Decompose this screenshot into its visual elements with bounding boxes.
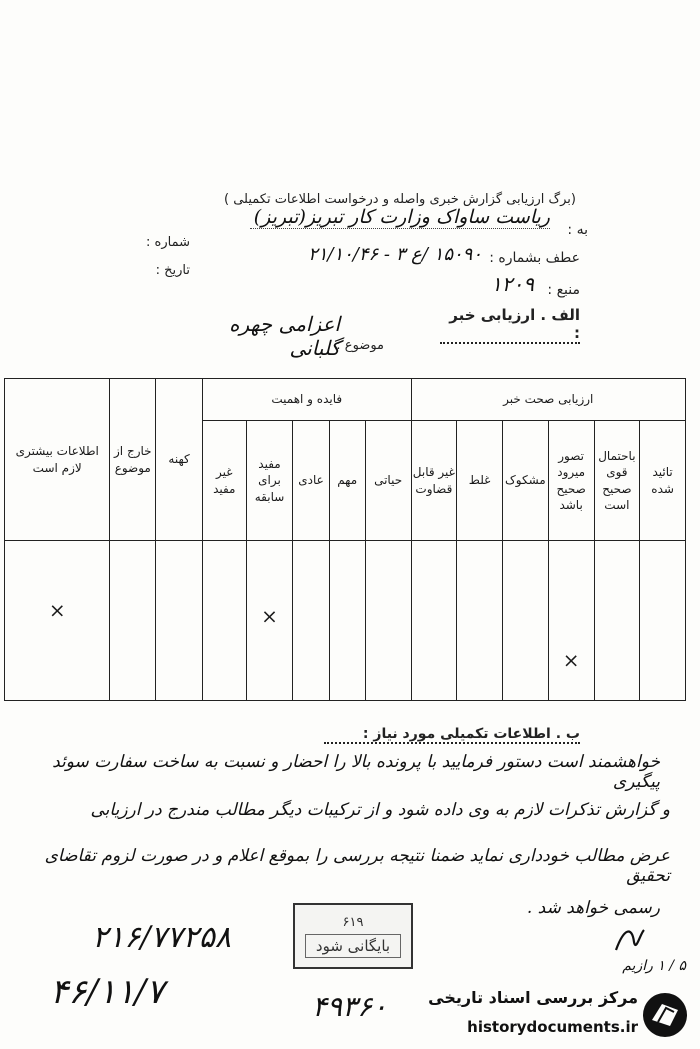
col-normal: عادی [293,421,329,541]
subject-label: موضوع : [336,338,384,353]
cell-confirmed [640,541,686,701]
section-b-title: ب . اطلاعات تکمیلی مورد نیاز : [324,726,580,744]
col-useful-for-record: مفید برای سابقه [246,421,293,541]
col-important: مهم [329,421,365,541]
benefit-group-header: فایده و اهمیت [202,379,411,421]
cell-more-info [5,541,110,701]
ref-value: ۱۵۰۹۰ /ع ۳ - ۲۱/۱۰/۴۶ [308,244,482,265]
source-value: ۱۲۰۹ [491,272,534,296]
cell-likely-true [548,541,594,701]
logo-org-name: مرکز بررسی اسناد تاریخی [428,988,638,1007]
col-vital: حیاتی [365,421,411,541]
date-label: تاریخ : [155,263,190,278]
number-label: شماره : [146,235,190,250]
col-not-judgeable: غیر قابل قضاوت [411,421,457,541]
accuracy-group-header: ارزیابی صحت خبر [411,379,686,421]
mark-more-info: × [48,598,66,622]
cell-normal [293,541,329,701]
handwritten-line-1: خواهشمند است دستور فرمایید با پرونده بالا را احضار و نسبت به ساخت سفارت سوئد پیگیری [52,752,660,793]
col-not-useful: غیر مفید [202,421,246,541]
col-doubtful: مشکوک [503,421,549,541]
archive-stamp [293,903,413,969]
source-label: منبع : [547,282,580,298]
col-more-info: اطلاعات بیشتری لازم است [5,379,110,541]
cell-not-judgeable [411,541,457,701]
cell-vital [365,541,411,701]
col-false: غلط [457,421,503,541]
form-title: (برگ ارزیابی گزارش خبری واصله و درخواست اطلاعات تکمیلی ) [223,192,576,207]
history-documents-logo [416,988,692,1044]
section-a-label: الف . ارزیابی خبر : [440,306,580,344]
signature-date: ۵ / ۱ رازیم [622,958,686,974]
col-confirmed: تائید شده [640,421,686,541]
handwritten-line-2: و گزارش تذکرات لازم به وی داده شود و از ترکیبات دیگر مطالب مندرج در ارزیابی [90,800,670,820]
handwritten-line-4: رسمی خواهد شد . [526,898,660,918]
cell-not-useful [202,541,246,701]
logo-emblem-icon [640,990,690,1040]
to-label: به : [567,222,588,238]
stamp-text: بایگانی شود [305,934,401,958]
evaluation-table [4,378,686,701]
file-number: ۲۱۶/۷۷۲۵۸ [92,920,232,955]
cell-out-of-topic [110,541,156,701]
cell-old [156,541,203,701]
ref-label: عطف بشماره : [489,250,580,266]
col-old: کهنه [156,379,203,541]
cell-useful-for-record [246,541,293,701]
logo-site: historydocuments.ir [467,1018,638,1036]
cell-false [457,541,503,701]
signature-mark [610,922,650,958]
cell-probably-true [594,541,640,701]
to-value: ریاست ساواک وزارت کار تبریز(تبریز) [250,206,550,229]
mark-useful-for-record: × [261,604,278,628]
mark-likely-true: × [562,648,580,672]
col-likely-true: تصور میرود صحیح باشد [548,421,594,541]
cell-doubtful [503,541,549,701]
number-bottom: ۴۹۳۶۰ [312,990,388,1023]
cell-important [329,541,365,701]
col-probably-true: باحتمال قوی صحیح است [594,421,640,541]
col-out-of-topic: خارج از موضوع [110,379,156,541]
date-written: ۴۶/۱۱/۷ [50,972,165,1012]
handwritten-line-3: عرض مطالب خودداری نماید ضمنا نتیجه بررسی را بموقع اعلام و در صورت لزوم تقاضای تحقیق [44,846,670,887]
stamp-number: ۶۱۹ [342,914,364,930]
subject-value: اعزامی چهره گلبانی [229,312,340,360]
